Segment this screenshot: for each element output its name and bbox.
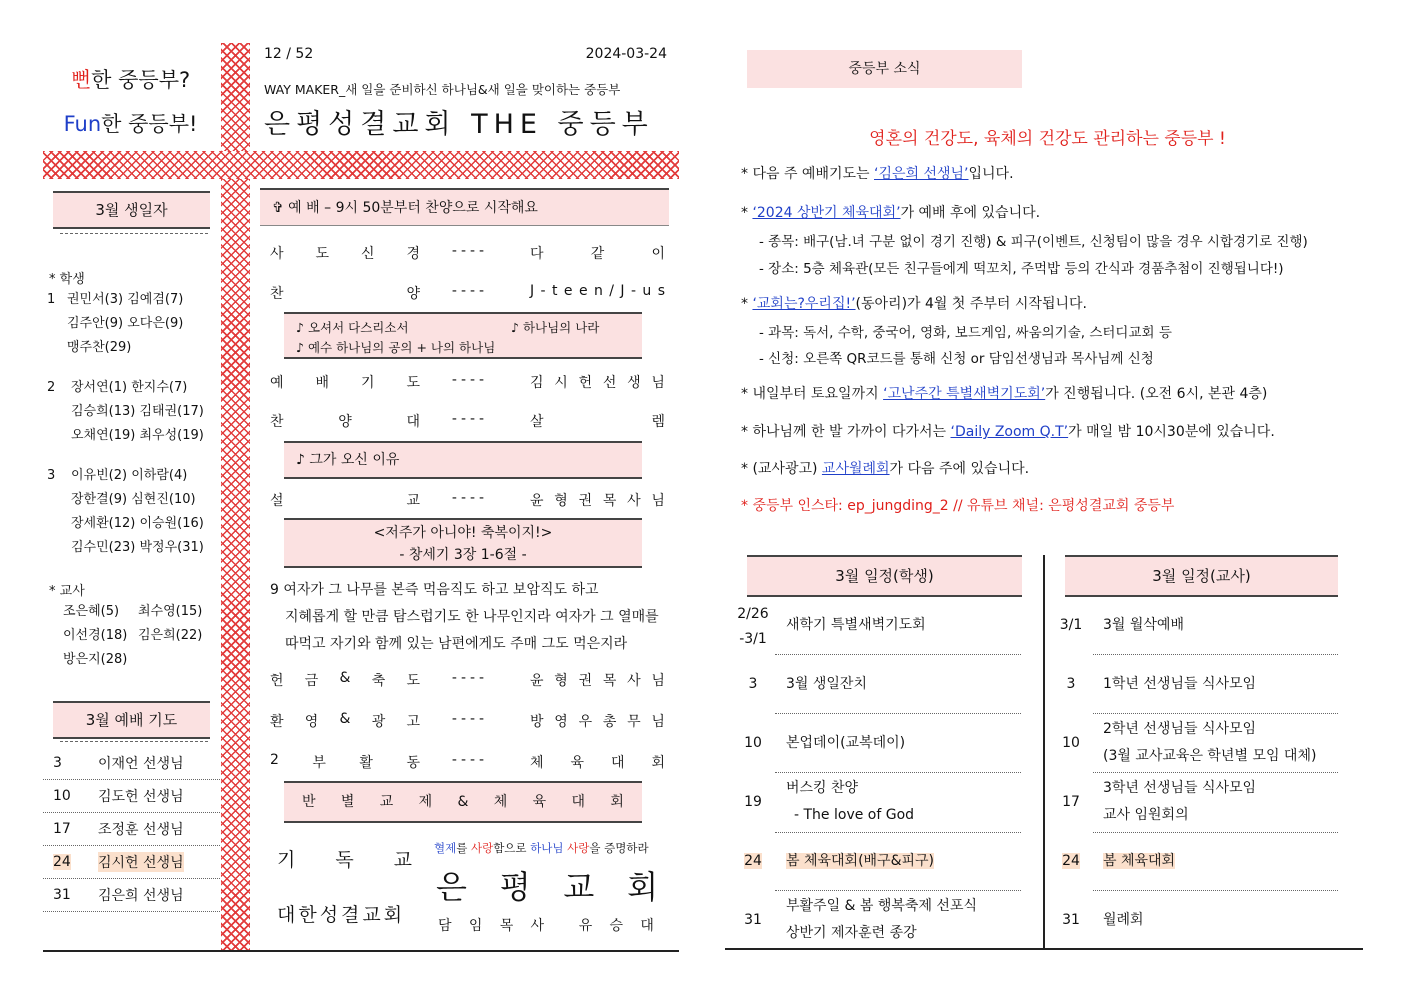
worship-leader-char: 방 [530,714,544,730]
worship-leader-char: 생 [627,375,641,391]
worship-leader-char: - [540,283,546,299]
worship-row-welcome [270,711,665,735]
sched-date: 10 [744,735,762,751]
slogan-rest-2: 한 중등부! [101,112,198,136]
worship-item-char: 양 [338,414,352,430]
worship-dashes: ---- [451,283,489,299]
worship-row-offering [270,670,665,694]
worship-leader-char: 목 [602,673,617,689]
worship-row-praise [270,283,665,307]
worship-leader-char: 형 [554,493,568,509]
worship-item-char: 예 [270,375,284,391]
part2-char: 육 [532,794,547,810]
news-item-2 [741,202,1040,222]
slogan-accent-2: Fun [63,112,102,136]
prayer-name: 조정훈 선생님 [98,822,184,838]
worship-leader-char: 권 [578,673,593,689]
choir-song: ♪ 그가 오신 이유 [284,441,642,479]
birthday-group-2 [47,376,217,400]
sched-teachers-title: 3월 일정(교사) [1065,555,1338,597]
news-text: 입니다. [968,166,1014,182]
worship-item-char: 도 [406,673,420,689]
part2-char: 별 [340,794,355,810]
news-text: (동아리)가 4월 첫 주부터 시작됩니다. [855,296,1087,312]
worship-item [270,711,420,735]
news-subitem: - 과목: 독서, 수학, 중국어, 영화, 보드게임, 싸움의기술, 스터디교회 등 [759,325,1172,341]
worship-leader-char: 김 [530,375,544,391]
sched-date: 3 [748,676,758,692]
worship-leader [520,372,665,396]
worship-item-char: 도 [406,375,420,391]
worship-leader-char: 살 [530,414,544,430]
denomination-char: 독 [335,849,354,871]
sched-event: 월례회 [1103,912,1144,928]
slogan-rest-1: 한 중등부? [91,68,191,92]
worship-leader-char: e [578,283,588,299]
news-text: * [741,205,753,221]
birthday-group-3 [47,464,217,488]
denomination-1 [277,845,412,872]
worship-leader-char: t [552,283,558,299]
worship-item-char: 사 [270,246,284,262]
worship-leader-char: J [530,283,535,299]
teacher-birthday: 김은희(22) [138,628,203,643]
birthday-line: 장세환(12) 이승원(16) [71,516,204,531]
worship-leader-char: 님 [651,673,665,689]
worship-item-char: 도 [315,246,330,262]
church-name [436,862,658,908]
worship-leader-char: 회 [651,755,665,771]
pastor-name-char: 승 [609,918,624,934]
worship-item-char: 교 [406,493,420,509]
sched-separator [1093,832,1338,833]
sched-date: 10 [1062,735,1080,751]
teacher-birthday: 조은혜(5) [63,604,120,619]
worship-leader-char: 무 [627,714,641,730]
sched-date: 3/1 [1059,617,1083,633]
worship-row-part2 [270,752,665,776]
teacher-birthday: 방은지(28) [63,652,128,667]
prayer-list [43,747,220,912]
schedule-divider [1043,555,1045,950]
birthday-line: 장서연(1) 한지수(7) [71,380,188,395]
worship-dashes: ---- [451,411,489,427]
news-text: 가 예배 후에 있습니다. [900,205,1041,221]
news-text: * 내일부터 토요일까지 [741,386,884,402]
worship-leader-char: 시 [554,375,568,391]
worship-leader-char: 체 [530,755,544,771]
birthday-teachers-label: * 교사 [49,584,85,599]
birthday-line: 이유빈(2) 이하람(4) [71,468,188,483]
worship-leader-char: 권 [578,493,593,509]
worship-item-char: 고 [406,714,420,730]
worship-item [270,283,420,307]
church-name-char: 평 [499,868,531,906]
worship-leader-char: u [642,283,652,299]
issue-bar [264,46,667,62]
part2-char: 제 [418,794,433,810]
news-text: * 하나님께 한 발 가까이 다가서는 [741,424,951,440]
birthday-line: 오채연(19) 최우성(19) [71,428,204,443]
pastor-name-char: 담 [438,918,452,934]
birthday-teachers [63,600,223,672]
prayer-name: 김시헌 선생님 [98,852,184,872]
sched-date: 2/26 -3/1 [737,606,769,647]
worship-dashes: ---- [451,243,489,259]
worship-header: ✞ 예 배 – 9시 50분부터 찬양으로 시작해요 [260,188,669,226]
worship-leader [520,711,665,735]
song-title: ♪ 오셔서 다스리소서 [296,320,409,335]
birthday-students-label: * 학생 [49,272,85,287]
worship-dashes: ---- [451,670,489,686]
birthday-line: 김승희(13) 김태권(17) [71,404,204,419]
worship-item-char: 경 [406,246,420,262]
worship-item-char: & [339,670,351,686]
worship-leader-char: 총 [602,714,617,730]
sched-date: 17 [1062,794,1080,810]
worship-leader-char: 선 [602,375,617,391]
worship-item [270,752,420,776]
sched-separator [775,772,1021,773]
pastor-name-char: 목 [499,918,514,934]
sermon-box [284,518,642,568]
worship-item [270,490,420,514]
sched-date: 31 [1062,912,1080,928]
worship-leader-char: / [609,283,614,299]
prayer-day: 17 [53,821,71,837]
worship-dashes: ---- [451,711,489,727]
worship-leader-char: 윤 [530,493,544,509]
part2-char: 회 [610,794,624,810]
worship-item-char: 찬 [270,414,284,430]
news-title: 중등부 소식 [747,50,1022,88]
pastor-name-char: 임 [468,918,483,934]
slogan-accent-1: 뻔 [70,68,92,92]
worship-leader [520,411,665,435]
sched-date: 31 [744,912,762,928]
motto-part: 사랑 [470,841,494,855]
worship-leader-char: 육 [570,755,585,771]
worship-leader-char: J [620,283,625,299]
worship-leader [520,243,665,267]
worship-dashes: ---- [451,752,489,768]
news-text: 가 매일 밤 10시30분에 있습니다. [1068,424,1275,440]
church-name-char: 은 [436,868,467,906]
sched-separator [1093,772,1338,773]
teacher-birthday: 최수영(15) [138,604,203,619]
worship-leader [520,752,665,776]
denomination-char: 교 [393,849,412,871]
part2-box [284,781,642,823]
pastor-name [438,915,654,935]
worship-leader-char: - [630,283,636,299]
sched-students-title: 3월 일정(학생) [747,555,1022,597]
news-item-5 [741,421,1275,441]
worship-item-char: 신 [360,246,375,262]
sched-date: 24 [744,853,762,869]
news-item-6 [741,458,1029,478]
worship-leader-char: 우 [578,714,593,730]
worship-item-char: 기 [360,375,375,391]
sched-event: 봄 체육대회 [1103,853,1176,869]
motto-part: 사랑 [567,841,590,855]
sched-event: 본업데이(교복데이) [786,735,906,751]
worship-item-char: 광 [371,714,386,730]
worship-leader-char: n [593,283,603,299]
prayer-day: 3 [53,755,62,771]
prayer-divider [60,741,208,742]
scripture-line: 따먹고 자기와 함께 있는 남편에게도 주매 그도 먹은지라 [285,636,628,652]
birthday-line: 권민서(3) 김예겸(7) [67,292,184,307]
news-link[interactable]: ‘2024 상반기 체육대회’ [752,205,901,221]
sched-date: 19 [744,794,762,810]
sched-separator [1093,654,1338,655]
pastor-name-char: 사 [530,918,545,934]
worship-leader [520,490,665,514]
motto [434,840,649,856]
church-name-char: 교 [563,868,595,906]
prayer-name: 김도헌 선생님 [98,789,184,805]
worship-leader-char: 사 [627,673,641,689]
cross-horizontal-bar [43,151,679,179]
sched-separator [775,713,1021,714]
news-subitem: - 종목: 배구(남.녀 구분 없이 경기 진행) & 피구(이벤트, 신청팀이 많을 경우 시합경기로 진행) [759,234,1308,250]
birthday-line: 김수민(23) 박정우(31) [71,540,204,555]
motto-part: 를 [456,841,471,855]
worship-item-char: 배 [315,375,330,391]
sched-separator [775,890,1021,891]
prayer-row [43,879,220,912]
sched-event: 1학년 선생님들 식사모임 [1103,676,1257,692]
news-text: * 다음 주 예배기도는 [741,166,874,182]
birthday-line: 맹주찬(29) [67,340,132,355]
teacher-birthday: 이선경(18) [63,628,128,643]
scripture [270,577,675,658]
motto-part: 함으로 [493,841,531,855]
worship-leader-char: 사 [627,493,641,509]
grade-label: 3 [47,468,56,483]
worship-item-char: 헌 [270,673,284,689]
worship-row-prayer [270,372,665,396]
worship-leader-char: 렘 [651,414,665,430]
worship-item-char: 대 [406,414,420,430]
praise-songs [284,312,642,359]
birthday-line: 장한결(9) 심현진(10) [71,492,196,507]
part2-char: 반 [302,794,316,810]
news-subitem: - 신청: 오른쪽 QR코드를 통해 신청 or 담임선생님과 목사님께 신청 [759,351,1154,367]
news-text: * [741,296,753,312]
denomination-char: 기 [277,849,296,871]
part2-char: 대 [571,794,586,810]
worship-item-char: 활 [359,755,373,771]
worship-item [270,372,420,396]
worship-leader [520,670,665,694]
motto-part: 혈제 [434,841,457,855]
worship-item-char: 양 [406,286,420,302]
sched-date: 24 [1062,853,1080,869]
worship-leader [520,283,665,307]
birthday-line: 김주안(9) 오다은(9) [67,316,184,331]
part2-char: 교 [379,794,394,810]
sched-separator [775,832,1021,833]
worship-leader-char: 영 [554,714,568,730]
right-bottom-rule [725,948,1363,950]
worship-item-char: 금 [304,673,319,689]
sched-date: 3 [1066,676,1076,692]
worship-item [270,670,420,694]
worship-leader-char: 다 [530,246,544,262]
worship-item-char: 축 [371,673,386,689]
prayer-row [43,780,220,813]
worship-leader-char: 님 [651,714,665,730]
prayer-day: 31 [53,887,71,903]
worship-item-char: 영 [304,714,319,730]
news-link[interactable]: ‘김은희 선생님’ [874,166,969,182]
worship-leader-char: 님 [651,375,665,391]
sched-event: 3월 생일잔치 [786,676,867,692]
part2-label [302,783,624,821]
sched-event: 3학년 선생님들 식사모임 교사 임원회의 [1103,780,1257,823]
scripture-line: 9 여자가 그 나무를 본즉 먹음직도 하고 보암직도 하고 [270,582,599,598]
prayer-day: 24 [53,854,71,870]
worship-row-creed [270,243,665,267]
prayer-row [43,747,220,780]
sched-students [731,600,1031,950]
song-title: ♪ 예수 하나님의 공의 + 나의 하나님 [296,340,496,355]
worship-dashes: ---- [451,490,489,506]
news-link[interactable]: ‘Daily Zoom Q.T’ [950,424,1069,440]
worship-leader-char: 같 [590,246,605,262]
prayer-day: 10 [53,788,71,804]
birthday-group-1 [47,288,217,312]
worship-leader-char: 헌 [578,375,593,391]
worship-leader-char: 형 [554,673,568,689]
prayer-name: 이재언 선생님 [98,756,184,772]
worship-row-sermon [270,490,665,514]
grade-label: 1 [47,292,56,307]
worship-leader-char: 대 [610,755,625,771]
slogan [43,58,218,146]
worship-item [270,243,420,267]
cross-vertical-bar [221,43,250,950]
sched-event: 2학년 선생님들 식사모임 (3월 교사교육은 학년별 모임 대체) [1103,721,1317,764]
denomination-2: 대한성결교회 [277,904,406,926]
sched-event: 새학기 특별새벽기도회 [786,617,926,633]
news-text: 가 다음 주에 있습니다. [889,461,1030,477]
news-link[interactable]: 교사월례회 [821,461,890,477]
sermon-title: <저주가 아니야! 축복이지!> [373,525,553,541]
news-item-4 [741,383,1267,403]
worship-leader-char: 윤 [530,673,544,689]
theme-line: WAY MAKER_새 일을 준비하신 하나님&새 일을 맞이하는 중등부 [264,82,621,97]
sched-separator [1093,890,1338,891]
sched-event: 버스킹 찬양 - The love of God [786,780,915,823]
pastor-name-char: 유 [578,918,593,934]
issue-number: 12 / 52 [264,46,314,62]
prayer-name: 김은희 선생님 [98,888,184,904]
prayer-row-highlight [43,846,220,879]
scripture-line: 지혜롭게 할 만큼 탐스럽기도 한 나무인지라 여자가 그 열매를 [285,609,659,625]
news-item-1 [741,163,1014,183]
sched-separator [1093,713,1338,714]
worship-item-char: 찬 [270,286,284,302]
worship-leader-char: 님 [651,493,665,509]
song-title: ♪ 하나님의 나라 [511,320,600,335]
worship-leader-char: e [563,283,573,299]
news-headline: 영혼의 건강도, 육체의 건강도 관리하는 중등부 ! [869,129,1226,149]
worship-leader-char: 목 [602,493,617,509]
worship-item-char: 2 [270,752,279,768]
sched-event: 3월 월삭예배 [1103,617,1184,633]
birthday-students [47,288,217,560]
sched-separator [775,654,1021,655]
motto-part: 하나님 [530,841,564,855]
worship-item-char: 부 [312,755,326,771]
news-text: * (교사광고) [741,461,822,477]
pastor-name-char: 대 [640,918,654,934]
news-link[interactable]: ‘교회는?우리집!’ [752,296,856,312]
worship-item-char: & [339,711,351,727]
birthday-title: 3월 생일자 [53,191,210,229]
motto-part: 을 증명하라 [589,841,649,855]
news-subitem: - 장소: 5층 체육관(모든 친구들에게 떡꼬치, 주먹밥 등의 간식과 경품추첨이 진행됩니다!) [759,261,1284,277]
worship-leader-char: s [657,283,665,299]
worship-row-choir [270,411,665,435]
worship-item-char: 설 [270,493,284,509]
part2-char: 체 [493,794,508,810]
left-bottom-rule [43,950,679,952]
news-text: 가 진행됩니다. (오전 6시, 본관 4층) [1045,386,1268,402]
sched-event: 봄 체육대회(배구&피구) [786,853,935,869]
grade-label: 2 [47,380,56,395]
sched-teachers [1050,600,1350,950]
birthday-divider [60,233,208,234]
worship-item-char: 환 [270,714,284,730]
worship-item [270,411,420,435]
prayer-title: 3월 예배 기도 [53,701,210,739]
sermon-reference: - 창세기 3장 1-6절 - [399,547,527,563]
page-title: 은평성결교회 THE 중등부 [264,109,654,140]
sched-event: 부활주일 & 봄 행복축제 선포식 상반기 제자훈련 종강 [786,898,978,941]
worship-item-char: 동 [406,755,420,771]
prayer-row [43,813,220,846]
news-item-3 [741,293,1087,313]
issue-date: 2024-03-24 [585,46,667,62]
news-social: * 중등부 인스타: ep_jungding_2 // 유튜브 채널: 은평성결교회 중등부 [741,498,1175,514]
part2-char: & [457,794,469,810]
worship-leader-char: 이 [651,246,665,262]
news-link[interactable]: ‘고난주간 특별새벽기도회’ [883,386,1046,402]
church-name-char: 회 [627,868,658,906]
worship-dashes: ---- [451,372,489,388]
